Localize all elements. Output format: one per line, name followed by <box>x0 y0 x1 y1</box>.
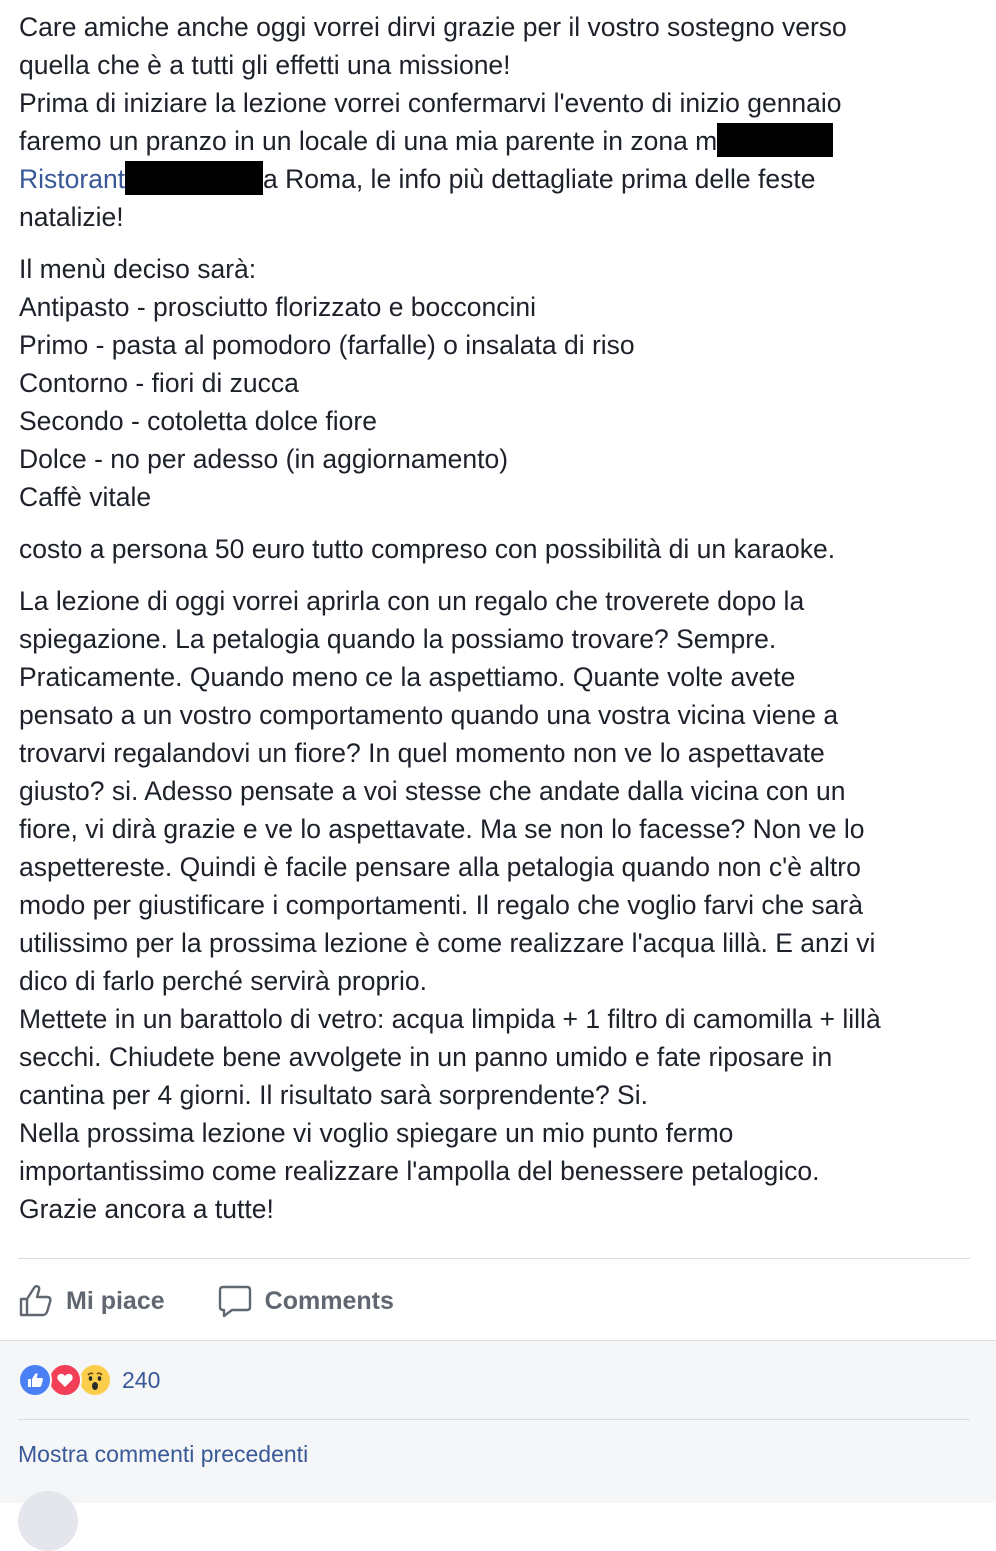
text-line: pensato a un vostro comportamento quando una vostra vicina viene a <box>19 700 839 730</box>
comment-label: Comments <box>264 1286 394 1315</box>
text-line: trovarvi regalandovi un fiore? In quel momento non ve lo aspettavate <box>19 738 825 768</box>
like-reaction-icon <box>18 1363 52 1397</box>
text-line: modo per giustificare i comportamenti. Il regalo che voglio farvi che sarà <box>19 890 863 920</box>
lesson-paragraph <box>19 582 979 1228</box>
wow-reaction-icon <box>78 1363 112 1397</box>
text-line: quella che è a tutti gli effetti una missione! <box>19 50 511 80</box>
menu-paragraph <box>19 250 979 516</box>
comment-icon <box>217 1283 253 1319</box>
love-reaction-icon <box>48 1363 82 1397</box>
text-line: aspettereste. Quindi è facile pensare alla petalogia quando non c'è altro <box>19 852 861 882</box>
text-line: Praticamente. Quando meno ce la aspettiamo. Quante volte avete <box>19 662 796 692</box>
like-label: Mi piace <box>66 1286 165 1315</box>
menu-item: Primo - pasta al pomodoro (farfalle) o insalata di riso <box>19 330 635 360</box>
redaction-box <box>125 161 263 195</box>
text-line: natalizie! <box>19 202 124 232</box>
text-segment: faremo un pranzo in un locale di una mia parente in zona m <box>19 126 718 156</box>
thumbs-up-icon <box>18 1283 54 1319</box>
text-line: utilissimo per la prossima lezione è come realizzare l'acqua lillà. E anzi vi <box>19 928 876 958</box>
menu-title: Il menù deciso sarà: <box>19 254 257 284</box>
redaction-box <box>717 123 833 157</box>
text-line: fiore, vi dirà grazie e ve lo aspettavate. Ma se non lo facesse? Non ve lo <box>19 814 865 844</box>
text-line: giusto? si. Adesso pensate a voi stesse che andate dalla vicina con un <box>19 776 846 806</box>
text-line: Mettete in un barattolo di vetro: acqua limpida + 1 filtro di camomilla + lillà <box>19 1004 881 1034</box>
text-line: secchi. Chiudete bene avvolgete in un panno umido e fate riposare in <box>19 1042 833 1072</box>
divider <box>18 1419 970 1420</box>
menu-item: Secondo - cotoletta dolce fiore <box>19 406 377 436</box>
text-line <box>19 122 979 160</box>
divider <box>18 1258 970 1259</box>
comments-section <box>0 1340 996 1503</box>
reactions-summary[interactable] <box>18 1363 160 1397</box>
text-line: Nella prossima lezione vi voglio spiegare un mio punto fermo <box>19 1118 734 1148</box>
reaction-count[interactable]: 240 <box>122 1366 161 1393</box>
text-segment: a Roma, le info più dettagliate prima delle feste <box>263 164 816 194</box>
menu-item: Antipasto - prosciutto florizzato e bocconcini <box>19 292 537 322</box>
cost-paragraph <box>19 530 979 568</box>
show-previous-comments-link[interactable]: Mostra commenti precedenti <box>18 1441 309 1467</box>
intro-paragraph <box>19 8 979 236</box>
text-line: importantissimo come realizzare l'ampolla del benessere petalogico. <box>19 1156 820 1186</box>
text-line: cantina per 4 giorni. Il risultato sarà sorprendente? Si. <box>19 1080 648 1110</box>
post-actions <box>18 1278 446 1324</box>
like-button[interactable] <box>18 1283 165 1319</box>
text-line: Prima di iniziare la lezione vorrei confermarvi l'evento di inizio gennaio <box>19 88 842 118</box>
text-line: Grazie ancora a tutte! <box>19 1194 274 1224</box>
menu-item: Dolce - no per adesso (in aggiornamento) <box>19 444 509 474</box>
text-line: La lezione di oggi vorrei aprirla con un regalo che troverete dopo la <box>19 586 805 616</box>
text-line: Care amiche anche oggi vorrei dirvi grazie per il vostro sostegno verso <box>19 12 847 42</box>
text-line <box>19 160 979 198</box>
comment-button[interactable] <box>217 1283 394 1319</box>
avatar <box>18 1491 78 1551</box>
post-body <box>19 8 979 1228</box>
menu-item: Contorno - fiori di zucca <box>19 368 299 398</box>
menu-item: Caffè vitale <box>19 482 152 512</box>
text-line: dico di farlo perché servirà proprio. <box>19 966 427 996</box>
restaurant-link[interactable]: Ristorant <box>19 164 126 194</box>
text-line: spiegazione. La petalogia quando la possiamo trovare? Sempre. <box>19 624 777 654</box>
text-line: costo a persona 50 euro tutto compreso con possibilità di un karaoke. <box>19 534 836 564</box>
